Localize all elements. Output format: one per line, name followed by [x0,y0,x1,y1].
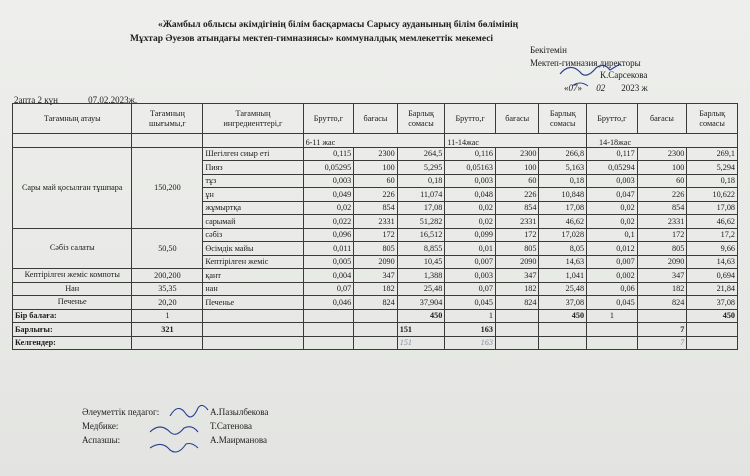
pedagog-role: Әлеуметтік педагог: [82,407,160,417]
age-empty-2 [132,134,203,148]
ingredient-name: ұн [203,188,303,202]
dish-name: Кептірілген жеміс компоты [13,269,132,283]
arrived-label: Келгендер: [13,336,132,350]
cell-sum-age2: 0,18 [539,174,587,188]
header-sum-1: Барлық сомасы [397,104,445,134]
cell-gross-age2: 0,099 [445,228,496,242]
age-group-1: 6-11 жас [303,134,445,148]
cell-sum-age1: 16,512 [397,228,445,242]
cell-sum-age3: 9,66 [687,242,738,256]
arrived-empty [132,336,203,350]
cell-sum-age3: 10,622 [687,188,738,202]
cell-sum-age2: 8,05 [539,242,587,256]
cell-gross-age2: 0,07 [445,282,496,296]
cell-price-age1: 805 [354,242,398,256]
per-child-empty [495,309,539,323]
cell-price-age1: 60 [354,174,398,188]
cell-sum-age3: 46,62 [687,215,738,229]
cell-price-age1: 100 [354,161,398,175]
cell-sum-age1: 8,855 [397,242,445,256]
cell-price-age3: 100 [637,161,687,175]
cell-sum-age2: 17,08 [539,201,587,215]
cell-price-age2: 805 [495,242,539,256]
approval-year: 2023 ж [621,82,648,93]
cell-sum-age1: 37,904 [397,296,445,310]
per-child-empty [203,309,303,323]
total-empty [354,323,398,337]
cell-gross-age1: 0,049 [303,188,354,202]
dish-yield: 20,20 [132,296,203,310]
cell-price-age3: 182 [637,282,687,296]
dish-yield: 200,200 [132,269,203,283]
per-child-count-age2: 1 [445,309,496,323]
cell-gross-age3: 0,002 [587,269,638,283]
ingredient-name: қант [203,269,303,283]
arrived-age1: 151 [397,336,445,350]
header-sum-3: Барлық сомасы [687,104,738,134]
cell-price-age3: 172 [637,228,687,242]
total-row [13,323,738,337]
cell-gross-age3: 0,045 [587,296,638,310]
cell-price-age2: 347 [495,269,539,283]
total-age1: 151 [397,323,445,337]
cell-price-age2: 2331 [495,215,539,229]
medic-signature [150,427,198,435]
cell-gross-age1: 0,004 [303,269,354,283]
cell-gross-age2: 0,02 [445,215,496,229]
per-child-empty [303,309,354,323]
cell-price-age3: 805 [637,242,687,256]
cell-gross-age1: 0,02 [303,201,354,215]
cell-price-age2: 100 [495,161,539,175]
arrived-empty [539,336,587,350]
approval-month: 02 [596,82,606,93]
cell-gross-age2: 0,007 [445,255,496,269]
cell-gross-age3: 0,05294 [587,161,638,175]
cell-price-age2: 854 [495,201,539,215]
pedagog-signature [170,405,208,416]
total-empty [203,323,303,337]
arrived-empty [303,336,354,350]
cell-gross-age1: 0,07 [303,282,354,296]
cell-price-age2: 2300 [495,147,539,161]
cell-price-age1: 182 [354,282,398,296]
approval-position: Мектеп-гимназия директоры [530,57,641,68]
cell-gross-age3: 0,117 [587,147,638,161]
cell-sum-age1: 10,45 [397,255,445,269]
ingredient-name: Кептірілген жеміс [203,255,303,269]
cell-gross-age1: 0,096 [303,228,354,242]
cell-sum-age3: 37,08 [687,296,738,310]
approval-date: «07» 02 2023 ж [564,82,648,93]
cell-gross-age3: 0,047 [587,188,638,202]
cook-signature [150,444,198,453]
title-line-2: Мұхтар Әуезов атындағы мектеп-гимназиясы» коммуналдық мемлекеттік мекемесі [130,34,494,44]
table-row [13,269,738,283]
cell-sum-age2: 1,041 [539,269,587,283]
table-header-row [13,104,738,134]
menu-table [12,103,738,350]
cell-gross-age2: 0,003 [445,174,496,188]
cell-sum-age1: 0,18 [397,174,445,188]
cell-gross-age2: 0,003 [445,269,496,283]
medic-name: Т.Сатенова [210,421,252,431]
header-yield: Тағамның шығымы,г [132,104,203,134]
age-row [13,134,738,148]
approval-name: К.Сарсекова [600,70,648,80]
total-empty [587,323,638,337]
arrived-age3: 7 [637,336,687,350]
total-empty [303,323,354,337]
dish-name: Сары май қосылған тұшпара [13,147,132,228]
cell-sum-age1: 5,295 [397,161,445,175]
per-child-sum-age3: 450 [687,309,738,323]
per-child-sum-age2: 450 [539,309,587,323]
age-empty-3 [203,134,303,148]
total-label: Барлығы: [13,323,132,337]
cell-price-age3: 2300 [637,147,687,161]
per-child-empty [354,309,398,323]
age-group-2: 11-14жас [445,134,587,148]
cell-gross-age3: 0,02 [587,201,638,215]
cell-sum-age2: 10,848 [539,188,587,202]
header-sum-2: Барлық сомасы [539,104,587,134]
total-empty [687,323,738,337]
table-row [13,147,738,161]
header-gross-1: Брутто,г [303,104,354,134]
dish-name: Печенье [13,296,132,310]
approval-block [530,44,648,94]
cell-price-age3: 60 [637,174,687,188]
header-ingredient: Тағамның ингредиенттері,г [203,104,303,134]
cell-gross-age2: 0,05163 [445,161,496,175]
cell-gross-age2: 0,01 [445,242,496,256]
per-child-count-age3: 1 [587,309,638,323]
cell-sum-age2: 14,63 [539,255,587,269]
dish-yield: 150,200 [132,147,203,228]
cell-price-age1: 172 [354,228,398,242]
ingredient-name: Пияз [203,161,303,175]
cell-sum-age3: 5,294 [687,161,738,175]
total-all: 321 [132,323,203,337]
cell-price-age2: 172 [495,228,539,242]
age-empty-1 [13,134,132,148]
cell-price-age1: 2331 [354,215,398,229]
age-group-3: 14-18жас [587,134,738,148]
cell-price-age2: 182 [495,282,539,296]
cell-sum-age2: 25,48 [539,282,587,296]
cell-gross-age2: 0,116 [445,147,496,161]
total-empty [495,323,539,337]
header-gross-3: Брутто,г [587,104,638,134]
arrived-empty [354,336,398,350]
per-child-label: Бір балаға: [13,309,132,323]
cell-gross-age1: 0,046 [303,296,354,310]
cell-sum-age1: 264,5 [397,147,445,161]
document-title [120,18,590,46]
cell-price-age1: 347 [354,269,398,283]
cell-price-age3: 226 [637,188,687,202]
title-line-1: «Жамбыл облысы әкімдігінің білім басқармасы Сарысу ауданының білім бөлімінің [158,20,519,30]
cell-price-age1: 854 [354,201,398,215]
cell-price-age1: 226 [354,188,398,202]
cell-gross-age2: 0,045 [445,296,496,310]
total-age3: 7 [637,323,687,337]
cell-price-age3: 854 [637,201,687,215]
cell-sum-age2: 46,62 [539,215,587,229]
per-child-count: 1 [132,309,203,323]
approval-day: 07 [568,82,578,93]
cell-price-age2: 60 [495,174,539,188]
dish-name: Нан [13,282,132,296]
cell-price-age3: 824 [637,296,687,310]
cell-gross-age3: 0,003 [587,174,638,188]
cell-price-age1: 2300 [354,147,398,161]
dish-yield: 35,35 [132,282,203,296]
table-row [13,296,738,310]
cell-sum-age2: 37,08 [539,296,587,310]
ingredient-name: жұмыртқа [203,201,303,215]
arrived-empty [587,336,638,350]
cook-role: Аспазшы: [82,435,121,445]
arrived-empty [203,336,303,350]
week-label: 2апта 2 күн [14,95,58,105]
cell-price-age2: 824 [495,296,539,310]
approval-label: Бекітемін [530,45,567,55]
header-price-3: бағасы [637,104,687,134]
cell-price-age3: 2090 [637,255,687,269]
cell-gross-age1: 0,005 [303,255,354,269]
header-price-1: бағасы [354,104,398,134]
pedagog-name: А.Пазылбекова [210,407,269,417]
dish-name: Сәбіз салаты [13,228,132,269]
cell-gross-age3: 0,06 [587,282,638,296]
table-row [13,228,738,242]
cell-sum-age3: 17,08 [687,201,738,215]
per-child-empty [637,309,687,323]
ingredient-name: Шегілген сиыр еті [203,147,303,161]
cell-sum-age1: 17,08 [397,201,445,215]
cell-price-age3: 2331 [637,215,687,229]
arrived-age2: 163 [445,336,496,350]
week-date: 07.02.2023ж. [88,95,138,105]
ingredient-name: Печенье [203,296,303,310]
cell-price-age1: 824 [354,296,398,310]
ingredient-name: Өсімдік майы [203,242,303,256]
per-child-sum-age1: 450 [397,309,445,323]
arrived-empty [687,336,738,350]
cell-gross-age3: 0,012 [587,242,638,256]
cell-price-age1: 2090 [354,255,398,269]
cell-sum-age1: 51,282 [397,215,445,229]
cell-sum-age3: 269,1 [687,147,738,161]
cell-sum-age3: 17,2 [687,228,738,242]
cell-sum-age1: 25,48 [397,282,445,296]
cell-gross-age1: 0,003 [303,174,354,188]
cell-gross-age1: 0,011 [303,242,354,256]
ingredient-name: сәбіз [203,228,303,242]
cell-sum-age3: 0,694 [687,269,738,283]
total-age2: 163 [445,323,496,337]
cell-price-age2: 2090 [495,255,539,269]
cell-sum-age1: 11,074 [397,188,445,202]
cell-sum-age3: 14,63 [687,255,738,269]
table-row [13,282,738,296]
table-body [13,134,738,350]
cell-gross-age3: 0,007 [587,255,638,269]
arrived-empty [495,336,539,350]
header-dish: Тағамның атауы [13,104,132,134]
per-child-row [13,309,738,323]
cell-sum-age3: 0,18 [687,174,738,188]
cell-sum-age2: 17,028 [539,228,587,242]
cell-sum-age1: 1,388 [397,269,445,283]
cell-gross-age3: 0,1 [587,228,638,242]
cell-gross-age1: 0,05295 [303,161,354,175]
ingredient-name: тұз [203,174,303,188]
cell-gross-age1: 0,022 [303,215,354,229]
dish-yield: 50,50 [132,228,203,269]
cell-sum-age3: 21,84 [687,282,738,296]
cell-sum-age2: 5,163 [539,161,587,175]
cell-gross-age2: 0,02 [445,201,496,215]
ingredient-name: нан [203,282,303,296]
arrived-row [13,336,738,350]
header-price-2: бағасы [495,104,539,134]
total-empty [539,323,587,337]
cell-gross-age2: 0,048 [445,188,496,202]
cook-name: А.Маирманова [210,435,267,445]
cell-sum-age2: 266,8 [539,147,587,161]
medic-role: Медбике: [82,421,119,431]
cell-price-age3: 347 [637,269,687,283]
cell-gross-age1: 0,115 [303,147,354,161]
ingredient-name: сарымай [203,215,303,229]
cell-gross-age3: 0,02 [587,215,638,229]
header-gross-2: Брутто,г [445,104,496,134]
cell-price-age2: 226 [495,188,539,202]
